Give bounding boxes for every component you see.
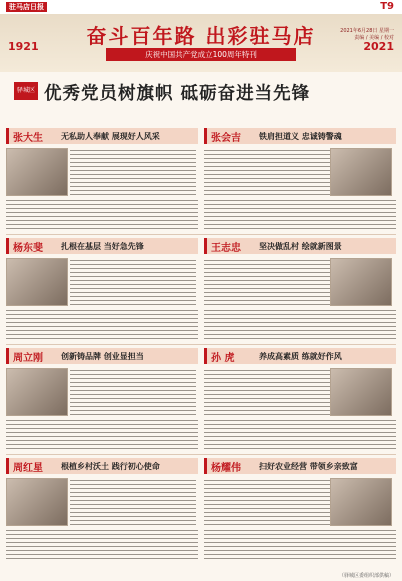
- story-title: 扎根在基层 当好急先锋: [61, 242, 144, 251]
- story-body-text: [204, 150, 330, 198]
- section-label: 驿城区: [14, 82, 38, 100]
- story-person-name: 孙 虎: [211, 353, 235, 364]
- year-left: 1921: [8, 40, 39, 53]
- story-header: [204, 458, 396, 474]
- story-body-text: [70, 370, 196, 418]
- story-header: [6, 348, 198, 364]
- portrait-photo: [6, 368, 68, 416]
- story-title: 创新铸品牌 创业显担当: [61, 352, 144, 361]
- top-bar: [0, 0, 402, 14]
- anniversary-banner: [0, 14, 402, 72]
- story-person-name: 周红星: [13, 463, 43, 474]
- story-body-text: [70, 150, 196, 198]
- story-title: 扫好农业经营 带领乡亲致富: [259, 462, 358, 471]
- year-right: 2021: [363, 40, 394, 53]
- portrait-photo: [330, 148, 392, 196]
- banner-subtitle: 庆祝中国共产党成立100周年特刊: [106, 48, 296, 61]
- story-body-text-lower: [204, 530, 396, 560]
- story-body-text: [70, 260, 196, 308]
- story-title: 铁肩担道义 忠诚铸警魂: [259, 132, 342, 141]
- story-title: 无私助人奉献 展现好人风采: [61, 132, 160, 141]
- story-body-text-lower: [204, 200, 396, 230]
- story-header: [6, 128, 198, 144]
- story-1: [6, 128, 198, 234]
- story-header: [204, 128, 396, 144]
- story-person-name: 王志忠: [211, 243, 241, 254]
- banner-title: 奋斗百年路 出彩驻马店: [86, 24, 316, 48]
- portrait-photo: [6, 148, 68, 196]
- story-title: 坚决做乱村 绘就新图景: [259, 242, 342, 251]
- story-2: [204, 128, 396, 234]
- story-body-text-lower: [6, 530, 198, 560]
- story-body-text-lower: [204, 310, 396, 340]
- story-header: [204, 348, 396, 364]
- portrait-photo: [6, 478, 68, 526]
- row-divider: [6, 234, 396, 235]
- story-7: [6, 458, 198, 564]
- page-number: T9: [380, 1, 394, 12]
- story-person-name: 周立刚: [13, 353, 43, 364]
- page-headline: 优秀党员树旗帜 砥砺奋进当先锋: [44, 84, 311, 104]
- story-header: [204, 238, 396, 254]
- story-body-text: [204, 260, 330, 308]
- story-header: [6, 458, 198, 474]
- story-3: [6, 238, 198, 344]
- credit-line: （驿城区委组织部供稿）: [338, 573, 394, 579]
- story-person-name: 张会吉: [211, 133, 241, 144]
- portrait-photo: [330, 258, 392, 306]
- story-body-text: [70, 480, 196, 528]
- story-body-text-lower: [6, 200, 198, 230]
- story-body-text: [204, 370, 330, 418]
- story-header: [6, 238, 198, 254]
- story-body-text-lower: [204, 420, 396, 450]
- story-title: 根植乡村沃土 践行初心使命: [61, 462, 160, 471]
- issue-info: 2021年6月28日 星期一 责编 / 美编 / 校对: [340, 28, 394, 41]
- portrait-photo: [330, 478, 392, 526]
- story-8: [204, 458, 396, 564]
- story-body-text-lower: [6, 420, 198, 450]
- story-6: [204, 348, 396, 454]
- portrait-photo: [330, 368, 392, 416]
- story-title: 养成高素质 练就好作风: [259, 352, 342, 361]
- row-divider: [6, 344, 396, 345]
- portrait-photo: [6, 258, 68, 306]
- story-body-text: [204, 480, 330, 528]
- story-5: [6, 348, 198, 454]
- newspaper-logo: 驻马店日报: [6, 2, 47, 12]
- story-4: [204, 238, 396, 344]
- story-body-text-lower: [6, 310, 198, 340]
- story-person-name: 杨东斐: [13, 243, 43, 254]
- row-divider: [6, 454, 396, 455]
- story-person-name: 杨耀伟: [211, 463, 241, 474]
- story-person-name: 张大生: [13, 133, 43, 144]
